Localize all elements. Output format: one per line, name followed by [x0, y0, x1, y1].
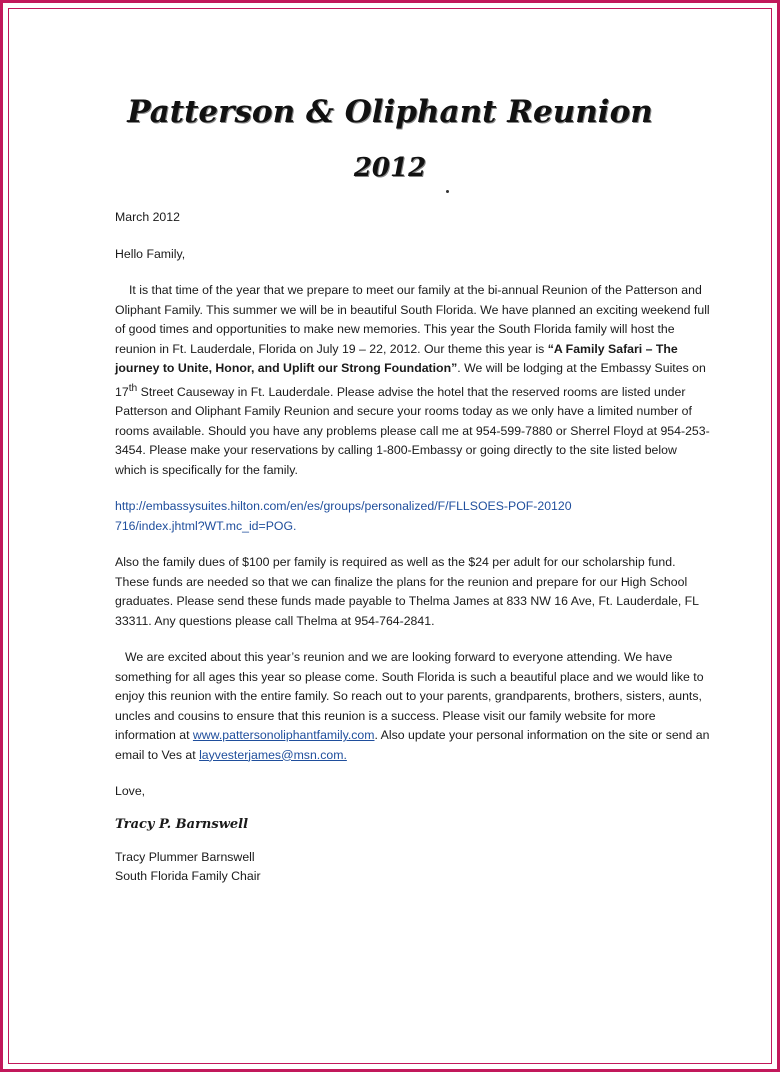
reunion-theme: “A Family Safari – The journey to Unite, Honor, and Uplift our Strong Foundation”: [115, 341, 678, 375]
signer-position: South Florida Family Chair: [115, 869, 261, 884]
signer-name: Tracy Plummer Barnswell: [115, 849, 255, 864]
ink-speck: [446, 190, 449, 193]
paragraph-intro-text-3: Street Causeway in Ft. Lauderdale. Please advise the hotel that the reserved rooms are listed under Patterson and Oliphant Family Reunion and secure your rooms today as we only have a limited number of rooms available. Should you have any problems please call me at 954-599-7880 or Sherrel Floyd at 954-253-3454. Please make your reservations by calling 1-800-Embassy or going directly to the site listed below which is specifically for the family.: [115, 384, 710, 477]
paragraph-invitation: [115, 648, 710, 765]
paragraph-intro: [115, 281, 710, 480]
letter-year: 2012: [353, 153, 427, 183]
letter-closing: Love,: [115, 784, 146, 799]
letter-greeting: Hello Family,: [115, 246, 186, 261]
email-link[interactable]: layvesterjames@msn.com.: [199, 747, 347, 762]
paragraph-intro-text-2: . We will be lodging at the Embassy Suites on 17: [115, 361, 706, 399]
paragraph-invitation-text: We are excited about this year’s reunion and we are looking forward to everyone attending. We have something for all ages this year so please come. South Florida is such a beautiful place and we would like to enjoy this reunion with the entire family. So reach out to your parents, grandparents, brothers, sisters, aunts, uncles and cousins to ensure that this reunion is a success. Please visit our family website for more information at: [115, 650, 704, 743]
handwritten-signature: Tracy P. Barnswell: [115, 816, 249, 832]
letter-date: March 2012: [115, 210, 180, 224]
paragraph-dues: Also the family dues of $100 per family is required as well as the $24 per adult for our scholarship fund. These funds are needed so that we can finalize the plans for the reunion and prepare for our High School graduates. Please send these funds made payable to Thelma James at 833 NW 16 Ave, Ft. Lauderdale, FL 33311. Any questions please call Thelma at 954-764-2841.: [115, 555, 699, 628]
paragraph-invitation-text-2: . Also update your personal information on the site or send an email to Ves at: [115, 728, 710, 762]
letter-title: Patterson & Oliphant Reunion: [127, 94, 653, 130]
family-website-link[interactable]: www.pattersonoliphantfamily.com: [192, 728, 375, 743]
letter-body: [115, 208, 710, 887]
paragraph-intro-text: It is that time of the year that we prepare to meet our family at the bi-annual Reunion of the Patterson and Oliphant Family. This summer we will be in beautiful South Florida. We have planned an exciting weekend full of good times and opportunities to make new memories. This year the South Florida family will host the reunion in Ft. Lauderdale, Florida on July 19 – 22, 2012. Our theme this year is: [115, 283, 710, 356]
ordinal-suffix: th: [128, 382, 138, 394]
hotel-reservation-link[interactable]: http://embassysuites.hilton.com/en/es/groups/personalized/F/FLLSOES-POF-20120716/index.jhtml?WT.mc_id=POG.: [115, 499, 572, 533]
